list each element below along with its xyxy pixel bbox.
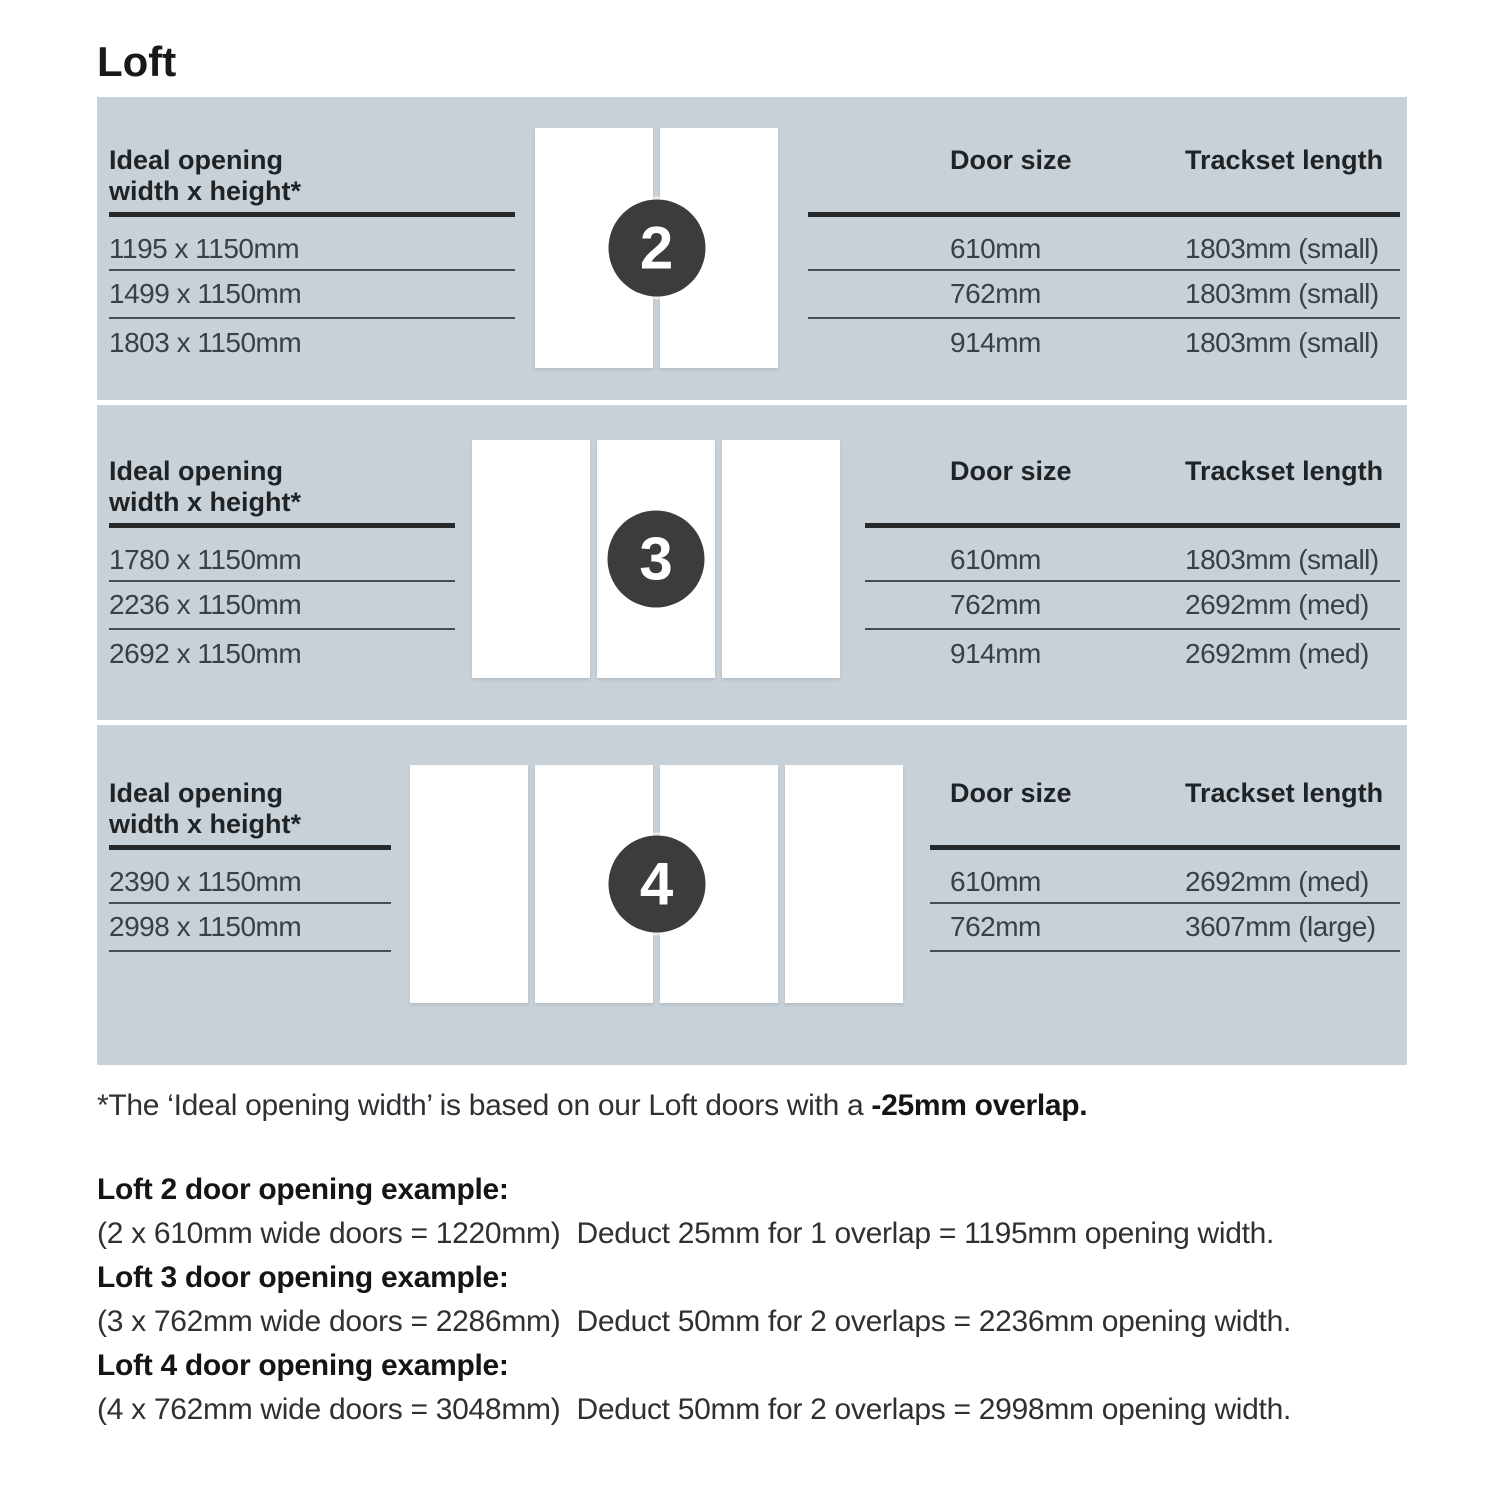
trackset-length-header: Trackset length xyxy=(1185,145,1384,175)
opening-value: 1803 x 1150mm xyxy=(109,327,302,358)
opening-row xyxy=(109,271,515,319)
door-size-value: 914mm xyxy=(950,638,1041,669)
trackset-length-value: 1803mm (small) xyxy=(1185,232,1379,264)
door-panel xyxy=(410,765,528,1003)
example-loft-4-door xyxy=(97,1348,1291,1428)
trackset-row xyxy=(865,582,1400,630)
trackset-row xyxy=(808,217,1400,271)
opening-header-line1: Ideal opening xyxy=(109,145,284,175)
opening-size-table-4door xyxy=(109,778,391,952)
trackset-length-value: 3607mm (large) xyxy=(1185,911,1376,942)
trackset-length-value: 1803mm (small) xyxy=(1185,543,1379,575)
example-loft-3-door xyxy=(97,1260,1291,1340)
opening-size-header xyxy=(109,145,515,217)
trackset-length-value: 2692mm (med) xyxy=(1185,589,1369,620)
door-size-value: 610mm xyxy=(950,865,1041,897)
example-heading: Loft 3 door opening example: xyxy=(97,1261,509,1294)
door-size-value: 762mm xyxy=(950,278,1041,309)
opening-header-line1: Ideal opening xyxy=(109,456,284,486)
trackset-length-value: 2692mm (med) xyxy=(1185,638,1369,669)
trackset-table-3door xyxy=(865,456,1400,678)
opening-value: 2692 x 1150mm xyxy=(109,638,302,669)
opening-row xyxy=(109,850,391,904)
trackset-length-value: 1803mm (small) xyxy=(1185,327,1379,358)
door-count-badge: 3 xyxy=(608,511,705,608)
door-diagram-2 xyxy=(535,128,778,368)
size-guide-panel xyxy=(97,97,1407,1065)
opening-header-line1: Ideal opening xyxy=(109,778,284,808)
door-size-value: 762mm xyxy=(950,911,1041,942)
door-size-header: Door size xyxy=(950,778,1072,808)
example-body: (4 x 762mm wide doors = 3048mm) Deduct 50mm for 2 overlaps = 2998mm opening width. xyxy=(97,1393,1292,1426)
door-count-badge: 4 xyxy=(608,836,705,933)
opening-header-line2: width x height* xyxy=(109,809,301,839)
opening-header-line2: width x height* xyxy=(109,176,301,206)
example-body: (2 x 610mm wide doors = 1220mm) Deduct 25mm for 1 overlap = 1195mm opening width. xyxy=(97,1217,1275,1250)
opening-value: 1780 x 1150mm xyxy=(109,543,302,575)
trackset-row xyxy=(930,850,1400,904)
opening-header-line2: width x height* xyxy=(109,487,301,517)
opening-size-header xyxy=(109,456,455,528)
trackset-row xyxy=(808,271,1400,319)
door-diagram-4 xyxy=(410,765,903,1003)
trackset-length-value: 2692mm (med) xyxy=(1185,865,1369,897)
door-size-header: Door size xyxy=(950,145,1072,175)
door-panel xyxy=(722,440,840,678)
trackset-row xyxy=(808,319,1400,367)
trackset-row xyxy=(865,528,1400,582)
door-size-value: 610mm xyxy=(950,232,1041,264)
trackset-length-value: 1803mm (small) xyxy=(1185,278,1379,309)
trackset-table-4door xyxy=(930,778,1400,952)
opening-row xyxy=(109,528,455,582)
trackset-table-header xyxy=(808,145,1400,217)
overlap-footnote xyxy=(97,1088,1087,1124)
section-2-door xyxy=(97,97,1407,400)
trackset-table-header xyxy=(865,456,1400,528)
example-loft-2-door xyxy=(97,1172,1274,1252)
opening-row xyxy=(109,319,515,367)
opening-value: 1195 x 1150mm xyxy=(109,232,300,264)
opening-value: 2390 x 1150mm xyxy=(109,865,302,897)
door-panel xyxy=(785,765,903,1003)
door-diagram-3 xyxy=(472,440,840,678)
opening-row xyxy=(109,630,455,678)
opening-value: 1499 x 1150mm xyxy=(109,278,302,309)
trackset-table-2door xyxy=(808,145,1400,367)
example-body: (3 x 762mm wide doors = 2286mm) Deduct 50mm for 2 overlaps = 2236mm opening width. xyxy=(97,1305,1292,1338)
door-size-header: Door size xyxy=(950,456,1072,486)
door-panel xyxy=(472,440,590,678)
opening-row xyxy=(109,217,515,271)
opening-size-header xyxy=(109,778,391,850)
trackset-row xyxy=(865,630,1400,678)
example-heading: Loft 2 door opening example: xyxy=(97,1173,509,1206)
opening-size-table-2door xyxy=(109,145,515,367)
section-4-door xyxy=(97,725,1407,1065)
footnote-text: *The ‘Ideal opening width’ is based on our Loft doors with a xyxy=(97,1089,872,1122)
section-3-door xyxy=(97,405,1407,720)
example-heading: Loft 4 door opening example: xyxy=(97,1349,509,1382)
door-size-value: 914mm xyxy=(950,327,1041,358)
opening-size-table-3door xyxy=(109,456,455,678)
door-count-badge: 2 xyxy=(608,200,705,297)
opening-value: 2998 x 1150mm xyxy=(109,911,302,942)
trackset-row xyxy=(930,904,1400,952)
trackset-table-header xyxy=(930,778,1400,850)
door-size-value: 762mm xyxy=(950,589,1041,620)
trackset-length-header: Trackset length xyxy=(1185,778,1384,808)
opening-row xyxy=(109,904,391,952)
opening-row xyxy=(109,582,455,630)
trackset-length-header: Trackset length xyxy=(1185,456,1384,486)
page-title: Loft xyxy=(97,38,177,85)
footnote-bold: -25mm overlap. xyxy=(871,1089,1088,1122)
opening-value: 2236 x 1150mm xyxy=(109,589,302,620)
door-size-value: 610mm xyxy=(950,543,1041,575)
